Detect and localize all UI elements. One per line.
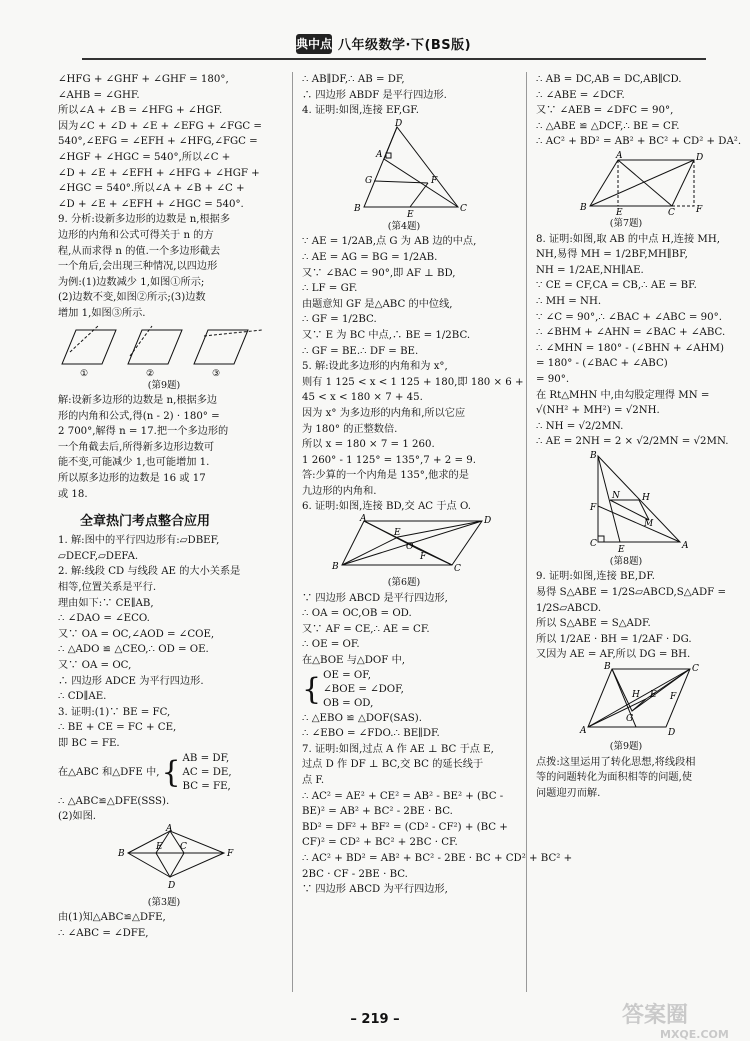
text-line: 又∵ OA = OC, [58, 660, 132, 671]
section-title: 全章热门考点整合应用 [80, 514, 211, 530]
text-line: 一个角后,会出现三种情况,以四边形 [58, 261, 218, 273]
text-line: 又因为 AE = AF,所以 DG = BH. [536, 649, 691, 661]
text-line: ∴ MH = NH. [536, 295, 602, 307]
answer-6-congruence [302, 669, 506, 711]
text-line: 2BC · CF - 2BE · BC. [302, 868, 408, 880]
text-line: 一个角截去后,所得新多边形边数可 [58, 441, 215, 453]
figure-6-label-o: O [406, 542, 414, 553]
text-line: ∴ AB∥DF,∴ AB = DF, [302, 74, 405, 85]
figure-9b-label-e: E [650, 690, 657, 701]
answer-8-continued [58, 72, 270, 212]
text-line: ∠D + ∠E + ∠EFH + ∠HFG + ∠HGF + [58, 167, 260, 179]
text-line: ∴ △ABE ≌ △DCF,∴ BE = CF. [536, 120, 680, 132]
text-line: 由(1)知△ABC≌△DFE, [58, 912, 166, 924]
text-line: 过点 D 作 DF ⊥ BC,交 BC 的延长线于 [302, 759, 484, 771]
text-line: NH = 1/2AE,NH∥AE. [536, 264, 644, 276]
figure-3-label-e: E [156, 841, 163, 852]
text-line: 所以 S△ABE = S△ADF. [536, 618, 651, 630]
text-line: 程,从而求得 n 的值.一个多边形截去 [58, 245, 221, 257]
answer-3-brace-items [183, 752, 232, 794]
text-line: 因为 x° 为多边形的内角和,所以它应 [302, 407, 466, 419]
column-1 [58, 72, 270, 942]
text-line: 因为∠C + ∠D + ∠E + ∠EFG + ∠FGC = [58, 120, 262, 132]
text-line: ∴ CD∥AE. [58, 691, 107, 703]
text-line: 45 < x < 180 × 7 + 45. [302, 392, 423, 404]
figure-9b-caption: (第9题) [609, 741, 643, 753]
text-line: ∴ ∠BHM + ∠AHN = ∠BAC + ∠ABC. [536, 327, 726, 339]
text-line: 理由如下:∵ CE∥AB, [58, 597, 154, 609]
figure-3-label-a: A [166, 823, 173, 834]
text-line: 为例:(1)边数减少 1,如图①所示; [58, 276, 205, 288]
text-line: 即 BC = FE. [58, 737, 120, 749]
figure-4-label-d: D [395, 118, 403, 129]
answer-7-continued [536, 72, 742, 150]
text-line: 又∵ ∠BAC = 90°,即 AF ⊥ BD, [302, 267, 456, 279]
figure-9-label-3: ③ [212, 368, 221, 379]
brace-line: BC = FE, [182, 780, 231, 792]
text-line: ∵ AE = 1/2AB,点 G 为 AB 边的中点, [302, 236, 477, 248]
column-divider-left [292, 72, 293, 992]
page-header [0, 28, 750, 64]
text-line: 1/2S▱ABCD. [536, 602, 602, 614]
text-line: 易得 S△ABE = 1/2S▱ABCD,S△ADF = [536, 587, 726, 599]
answer-6-brace-items [323, 669, 404, 711]
book-logo: 典中点 [296, 34, 332, 54]
text-line: ∴ 四边形 ABDF 是平行四边形. [302, 89, 447, 101]
text-line: 又∵ OA = OC,∠AOD = ∠COE, [58, 628, 215, 640]
figure-4-label-a: A [376, 149, 383, 160]
column-3 [536, 72, 742, 801]
text-line: ∴ AE = 2NH = 2 × √2/2MN = √2MN. [536, 436, 729, 448]
text-line: 1. 解:图中的平行四边形有:▱DBEF, [58, 535, 220, 547]
text-line: 540°,∠EFG = ∠EFH + ∠HFG,∠FGC = [58, 136, 258, 148]
figure-9b-diagram [536, 663, 716, 739]
text-line: ∴ OE = OF. [302, 639, 360, 651]
text-line: ∴ GF = 1/2BC. [302, 314, 377, 326]
brace-line: AC = DE, [182, 766, 232, 778]
text-line: BE)² = AB² + BC² - 2BE · BC. [302, 806, 453, 818]
answer-3 [58, 705, 270, 752]
figure-9-label-1: ① [80, 368, 89, 379]
text-line: (2)如图. [58, 811, 97, 823]
text-line: 8. 证明:如图,取 AB 的中点 H,连接 MH, [536, 233, 720, 245]
text-line: 等的问题转化为面积相等的问题,使 [536, 772, 693, 784]
text-line: BD² = DF² + BF² = (CD² - CF²) + (BC + [302, 821, 508, 833]
figure-9b-label-d: D [668, 728, 676, 739]
text-line: 所以原多边形的边数是 16 或 17 [58, 473, 206, 485]
text-line: ∠AHB = ∠GHF. [58, 89, 140, 101]
brace-line: ∠BOE = ∠DOF, [323, 683, 404, 695]
text-line: ∴ AC² + BD² = AB² + BC² - 2BE · BC + CD² + BC² + [302, 852, 573, 864]
text-line: ∴ ∠MHN = 180° - (∠BHN + ∠AHM) [536, 342, 724, 354]
figure-7-diagram [536, 150, 716, 216]
answer-6-after [302, 711, 506, 742]
text-line: 2 700°,解得 n = 17.把一个多边形的 [58, 426, 229, 438]
figure-8-label-f: F [590, 502, 597, 513]
text-line: ∠HGF + ∠HGC = 540°,所以∠C + [58, 151, 231, 163]
figure-7-label-e: E [616, 207, 623, 218]
text-line: = 180° - (∠BAC + ∠ABC) [536, 358, 668, 370]
answer-9-analysis [58, 212, 270, 321]
text-line: ∴ ∠ABE = ∠DCF. [536, 89, 625, 101]
figure-3-label-b: B [118, 848, 125, 859]
text-line: 7. 证明:如图,过点 A 作 AE ⊥ BC 于点 E, [302, 743, 494, 755]
brace-line: OB = OD, [323, 697, 374, 709]
text-line: 问题迎刃而解. [536, 787, 601, 799]
figure-4-caption: (第4题) [387, 220, 421, 232]
text-line: 形的内角和公式,得(n - 2) · 180° = [58, 410, 220, 422]
figure-6-label-b: B [332, 562, 339, 573]
brace-line: AB = DF, [182, 752, 230, 764]
brace-symbol: { [302, 671, 322, 707]
figure-7-label-f: F [696, 204, 703, 215]
figure-8-label-e: E [618, 544, 625, 555]
text-line: 相等,位置关系是平行. [58, 582, 157, 594]
figure-9-label-2: ② [146, 368, 155, 379]
text-line: ∴ AE = AG = BG = 1/2AB. [302, 251, 438, 263]
text-line: ∴ AC² + BD² = AB² + BC² + CD² + DA². [536, 136, 742, 148]
book-title: 八年级数学·下(BS版) [338, 38, 472, 53]
text-line: ∴ BE + CE = FC + CE, [58, 722, 177, 734]
figure-7-label-a: A [616, 150, 623, 161]
text-line: NH,易得 MH = 1/2BF,MH∥BF, [536, 249, 688, 261]
text-line: 在△BOE 与△DOF 中, [302, 655, 405, 667]
text-line: ∠D + ∠E + ∠EFH + ∠HGC = 540°. [58, 198, 244, 210]
text-line: ∴ △ADO ≌ △CEO,∴ OD = OE. [58, 644, 209, 656]
text-line: 能不变,可能减少 1,也可能增加 1. [58, 457, 210, 469]
answer-3-continued [302, 72, 506, 103]
figure-9b-label-b: B [604, 662, 611, 673]
text-line: 所以∠A + ∠B = ∠HFG + ∠HGF. [58, 105, 223, 117]
answer-4 [302, 234, 506, 359]
text-line: ∴ 四边形 ADCE 为平行四边形. [58, 675, 204, 687]
figure-9b-label-h: H [632, 690, 640, 701]
text-line: 2. 解:线段 CD 与线段 AE 的大小关系是 [58, 566, 241, 578]
figure-8-diagram [536, 450, 716, 554]
text-line: 9. 分析:设新多边形的边数是 n,根据多 [58, 214, 231, 226]
figure-6-label-d: D [484, 516, 492, 527]
answer-4-heading: 4. 证明:如图,连接 EF,GF. [302, 105, 420, 117]
figure-8-caption: (第8题) [609, 555, 643, 567]
figure-8-label-c: C [590, 538, 597, 549]
answer-9-solution [58, 393, 270, 502]
text-line: ∴ ∠EBO = ∠FDO.∴ BE∥DF. [302, 728, 440, 740]
answer-6-heading: 6. 证明:如图,连接 BD,交 AC 于点 O. [302, 501, 471, 513]
figure-4-label-c: C [460, 203, 467, 214]
text-line: ∠HGC = 540°.所以∠A + ∠B + ∠C + [58, 183, 245, 195]
text-line: 在 Rt△MHN 中,由勾股定理得 MN = [536, 389, 710, 401]
answer-8 [536, 232, 729, 450]
text-line: ∴ AB = DC,AB = DC,AB∥CD. [536, 74, 682, 85]
text-line: 3. 证明:(1)∵ BE = FC, [58, 706, 171, 718]
text-line: 由题意知 GF 是△ABC 的中位线, [302, 298, 453, 310]
tip-note [536, 755, 716, 802]
text-line: 5. 解:设此多边形的内角和为 x°, [302, 361, 448, 373]
figure-9b-label-c: C [692, 664, 699, 675]
text-line: ∵ CE = CF,CA = CB,∴ AE = BF. [536, 280, 697, 292]
text-line: ∴ OA = OC,OB = OD. [302, 608, 412, 620]
answer-2 [58, 564, 270, 704]
figure-6-label-e: E [394, 528, 401, 539]
figure-8-label-h: H [642, 492, 650, 503]
figure-4-label-f: F [431, 175, 438, 186]
figure-9-diagram [58, 322, 270, 378]
answer-3-congruence [58, 752, 270, 794]
figure-6-label-f: F [420, 552, 427, 563]
text-line: ∴ ∠DAO = ∠ECO. [58, 613, 150, 625]
figure-3-label-f: F [227, 848, 234, 859]
text-line: ∵ 四边形 ABCD 是平行四边形, [302, 592, 448, 604]
figure-9-caption: (第9题) [147, 379, 181, 391]
figure-9b-label-f: F [670, 692, 677, 703]
text-line: √(NH² + MH²) = √2NH. [536, 405, 660, 417]
text-line: ∴ GF = BE.∴ DF = BE. [302, 345, 419, 357]
text-line: 9. 证明:如图,连接 BE,DF. [536, 571, 656, 583]
figure-6-diagram [302, 515, 506, 575]
figure-6-label-c: C [454, 564, 461, 575]
text-line: 或 18. [58, 488, 88, 500]
text-line: 点 F. [302, 775, 325, 786]
header-rule [82, 58, 706, 60]
figure-7-label-b: B [580, 202, 587, 213]
text-line: ∠HFG + ∠GHF + ∠GHF = 180°, [58, 74, 229, 85]
figure-4-label-e: E [407, 209, 414, 220]
answer-6 [302, 591, 506, 669]
text-line: 又∵ ∠AEB = ∠DFC = 90°, [536, 105, 674, 117]
text-line: = 90°. [536, 373, 570, 385]
text-line: 1 260° - 1 125° = 135°,7 + 2 = 9. [302, 454, 476, 466]
text-line: ▱DECF,▱DEFA. [58, 550, 139, 562]
text-line: ∴ NH = √2/2MN. [536, 420, 624, 432]
figure-7-label-d: D [696, 152, 704, 163]
figure-9b-label-g: G [626, 714, 634, 725]
answer-1 [58, 533, 270, 564]
text-line: 边形的内角和公式可得关于 n 的方 [58, 229, 214, 241]
watermark-domain: MXQE.COM [660, 1028, 729, 1041]
answer-3-brace-intro: 在△ABC 和△DFE 中, [58, 766, 160, 778]
text-line: 所以 x = 180 × 7 = 1 260. [302, 439, 435, 451]
figure-7-caption: (第7题) [609, 217, 643, 229]
text-line: 答:少算的一个内角是 135°,他求的是 [302, 470, 469, 482]
text-line: 为 180° 的正整数倍. [302, 423, 398, 435]
text-line: ∴ AC² = AE² + CE² = AB² - BE² + (BC - [302, 790, 504, 802]
text-line: ∴ LF = GF. [302, 283, 358, 295]
figure-9b-label-a: A [580, 726, 587, 737]
figure-8-label-n: N [612, 490, 620, 501]
brace-symbol: { [161, 754, 181, 790]
answer-3-after [58, 794, 270, 825]
text-line: ∵ ∠C = 90°,∴ ∠BAC + ∠ABC = 90°. [536, 311, 722, 323]
figure-8-label-b: B [590, 450, 597, 461]
figure-3-label-c: C [180, 841, 187, 852]
figure-8-label-m: M [644, 518, 654, 529]
watermark-logo: 答案圈 [622, 1003, 689, 1028]
text-line: ∵ 四边形 ABCD 为平行四边形, [302, 884, 448, 896]
figure-3-caption: (第3题) [147, 896, 181, 908]
figure-4-diagram [302, 119, 506, 219]
text-line: (2)边数不变,如图②所示;(3)边数 [58, 292, 206, 304]
text-line: ∴ △EBO ≌ △DOF(SAS). [302, 712, 422, 724]
answer-5 [302, 359, 524, 499]
answer-9 [536, 569, 726, 663]
brace-line: OE = OF, [323, 669, 371, 681]
figure-3-diagram [58, 825, 270, 895]
page-number: – 219 – [350, 1012, 400, 1027]
text-line: ∴ △ABC≌△DFE(SSS). [58, 795, 170, 807]
text-line: 九边形的内角和. [302, 485, 377, 497]
answer-3-end [58, 910, 270, 941]
watermark [622, 998, 732, 1041]
text-line: 又∵ AF = CE,∴ AE = CF. [302, 623, 430, 635]
figure-6-label-a: A [360, 514, 367, 525]
figure-4-label-b: B [354, 203, 361, 214]
text-line: ∴ ∠ABC = ∠DFE, [58, 927, 149, 939]
text-line: 解:设新多边形的边数是 n,根据多边 [58, 395, 218, 407]
figure-7-label-c: C [668, 207, 675, 218]
text-line: 所以 1/2AE · BH = 1/2AF · DG. [536, 633, 692, 645]
figure-8-label-a: A [682, 540, 689, 551]
figure-3-label-d: D [168, 880, 176, 891]
text-line: 点拨:这里运用了转化思想,将线段相 [536, 756, 696, 768]
text-line: CF)² = CD² + BC² + 2BC · CF. [302, 837, 458, 849]
figure-6-caption: (第6题) [387, 577, 421, 589]
figure-4-label-g: G [365, 175, 373, 186]
text-line: 增加 1,如图③所示. [58, 307, 146, 319]
text-line: 则有 1 125 < x < 1 125 + 180,即 180 × 6 + [302, 376, 524, 388]
text-line: 又∵ E 为 BC 中点,∴ BE = 1/2BC. [302, 329, 471, 341]
